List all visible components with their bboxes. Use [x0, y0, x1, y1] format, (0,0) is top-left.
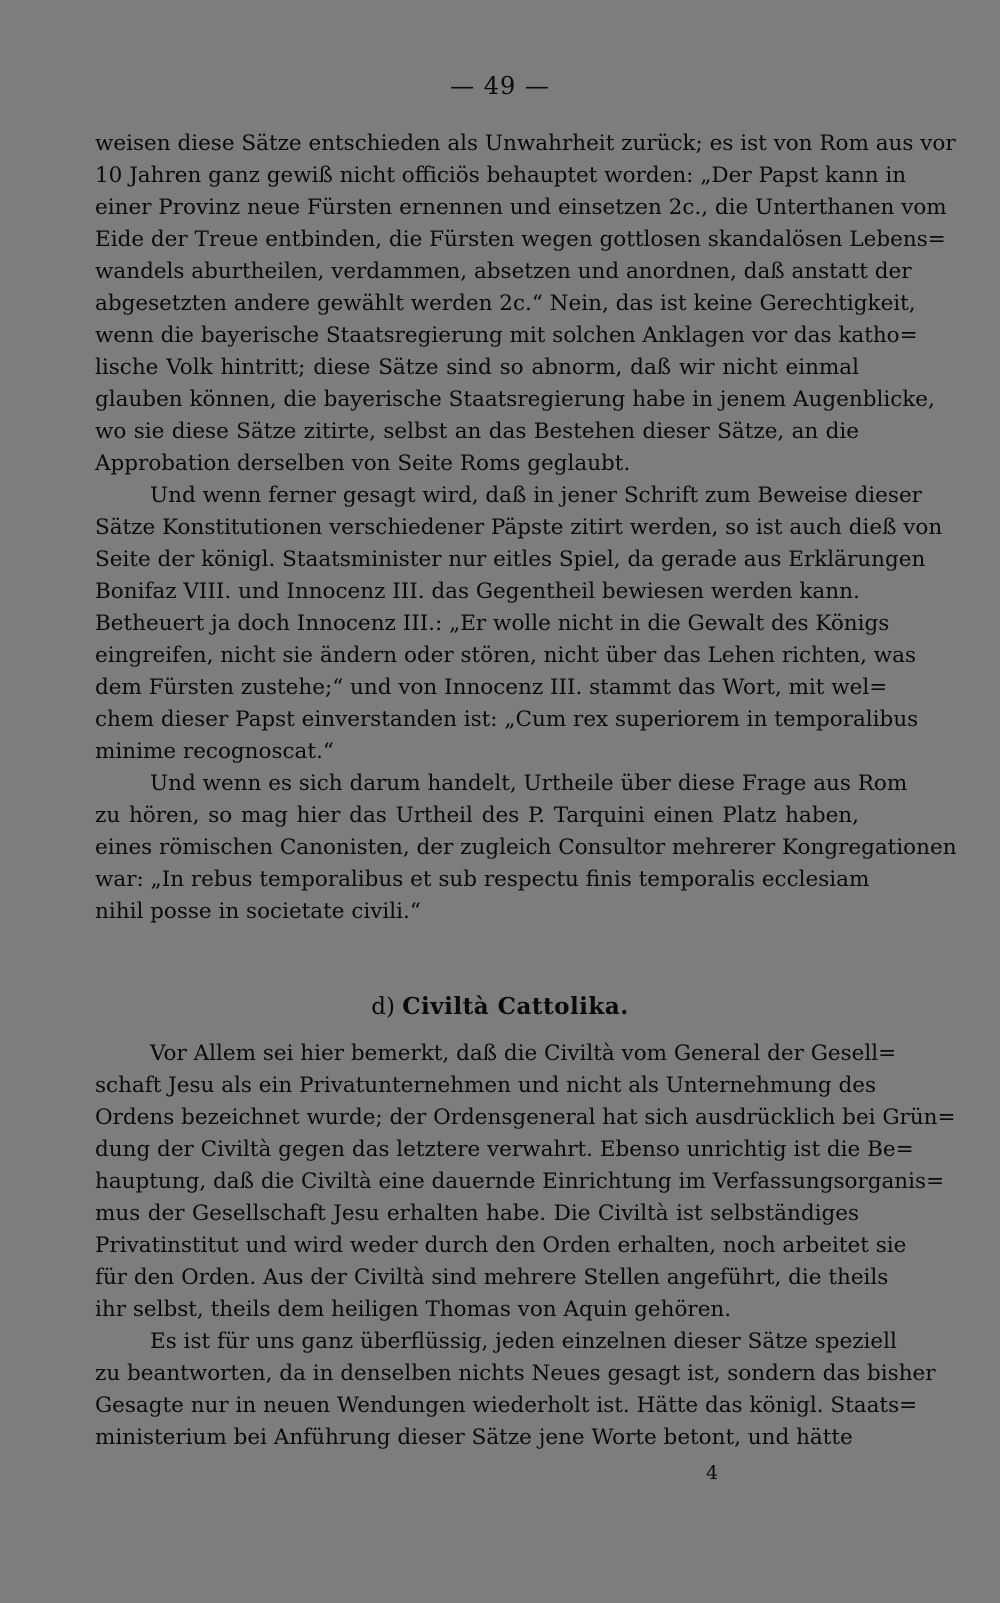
text-line: nihil posse in societate civili.“ — [95, 899, 421, 924]
text-line: abgesetzten andere gewählt werden 2c.“ Nein, das ist keine Gerechtigkeit, — [95, 291, 916, 316]
text-line: glauben können, die bayerische Staatsregierung habe in jenem Augenblicke, — [95, 387, 935, 412]
section-title: Civiltà Cattolika. — [402, 993, 629, 1020]
section-letter: d) — [371, 994, 395, 1020]
text-line: eingreifen, nicht sie ändern oder stören, nicht über das Lehen richten, was — [95, 643, 917, 668]
text-line: Und wenn es sich darum handelt, Urtheile über diese Frage aus Rom — [150, 771, 908, 796]
paragraph — [95, 768, 957, 928]
text-line: zu hören, so mag hier das Urtheil des P. Tarquini einen Platz haben, — [95, 803, 859, 828]
text-line: weisen diese Sätze entschieden als Unwahrheit zurück; es ist von Rom aus vor — [95, 131, 956, 156]
paragraph — [95, 480, 943, 768]
text-line: Betheuert ja doch Innocenz III.: „Er wolle nicht in die Gewalt des Königs — [95, 611, 890, 636]
text-line: Approbation derselben von Seite Roms geglaubt. — [95, 451, 631, 476]
text-line: hauptung, daß die Civiltà eine dauernde Einrichtung im Verfassungsorganis= — [95, 1169, 945, 1194]
page-number: — 49 — — [450, 72, 550, 100]
section-heading — [0, 990, 1000, 1024]
text-line: Vor Allem sei hier bemerkt, daß die Civiltà vom General der Gesell= — [150, 1041, 897, 1066]
text-line: dem Fürsten zustehe;“ und von Innocenz III. stammt das Wort, mit wel= — [95, 675, 888, 700]
text-line: ihr selbst, theils dem heiligen Thomas von Aquin gehören. — [95, 1297, 732, 1322]
text-line: für den Orden. Aus der Civiltà sind mehrere Stellen angeführt, die theils — [95, 1265, 889, 1290]
text-line: lische Volk hintritt; diese Sätze sind so abnorm, daß wir nicht einmal — [95, 355, 859, 380]
text-line: Gesagte nur in neuen Wendungen wiederholt ist. Hätte das königl. Staats= — [95, 1393, 918, 1418]
text-line: Und wenn ferner gesagt wird, daß in jener Schrift zum Beweise dieser — [150, 483, 922, 508]
text-line: wo sie diese Sätze zitirte, selbst an das Bestehen dieser Sätze, an die — [95, 419, 859, 444]
text-line: Sätze Konstitutionen verschiedener Päpste zitirt werden, so ist auch dieß von — [95, 515, 943, 540]
text-line: wenn die bayerische Staatsregierung mit solchen Anklagen vor das katho= — [95, 323, 918, 348]
text-line: eines römischen Canonisten, der zugleich Consultor mehrerer Kongregationen — [95, 835, 957, 860]
text-line: Ordens bezeichnet wurde; der Ordensgeneral hat sich ausdrücklich bei Grün= — [95, 1105, 956, 1130]
text-line: minime recognoscat.“ — [95, 739, 334, 764]
text-line: war: „In rebus temporalibus et sub respectu finis temporalis ecclesiam — [95, 867, 870, 892]
signature-mark: 4 — [706, 1462, 719, 1484]
text-line: 10 Jahren ganz gewiß nicht officiös behauptet worden: „Der Papst kann in — [95, 163, 907, 188]
text-line: einer Provinz neue Fürsten ernennen und einsetzen 2c., die Unterthanen vom — [95, 195, 947, 220]
text-line: Privatinstitut und wird weder durch den Orden erhalten, noch arbeitet sie — [95, 1233, 907, 1258]
text-line: mus der Gesellschaft Jesu erhalten habe. Die Civiltà ist selbständiges — [95, 1201, 859, 1226]
text-line: ministerium bei Anführung dieser Sätze jene Worte betont, und hätte — [95, 1425, 853, 1450]
text-line: Seite der königl. Staatsminister nur eitles Spiel, da gerade aus Erklärungen — [95, 547, 926, 572]
text-line: chem dieser Papst einverstanden ist: „Cum rex superiorem in temporalibus — [95, 707, 919, 732]
text-line: wandels aburtheilen, verdammen, absetzen und anordnen, daß anstatt der — [95, 259, 912, 284]
text-line: schaft Jesu als ein Privatunternehmen und nicht als Unternehmung des — [95, 1073, 877, 1098]
text-line: Bonifaz VIII. und Innocenz III. das Gegentheil bewiesen werden kann. — [95, 579, 860, 604]
paragraph — [95, 1326, 936, 1454]
text-line: Es ist für uns ganz überflüssig, jeden einzelnen dieser Sätze speziell — [150, 1329, 897, 1354]
text-line: zu beantworten, da in denselben nichts Neues gesagt ist, sondern das bisher — [95, 1361, 936, 1386]
text-block-top — [95, 128, 957, 928]
text-block-bottom — [95, 1038, 956, 1454]
paragraph — [95, 1038, 956, 1326]
text-line: dung der Civiltà gegen das letztere verwahrt. Ebenso unrichtig ist die Be= — [95, 1137, 914, 1162]
text-line: Eide der Treue entbinden, die Fürsten wegen gottlosen skandalösen Lebens= — [95, 227, 946, 252]
paragraph — [95, 128, 956, 480]
